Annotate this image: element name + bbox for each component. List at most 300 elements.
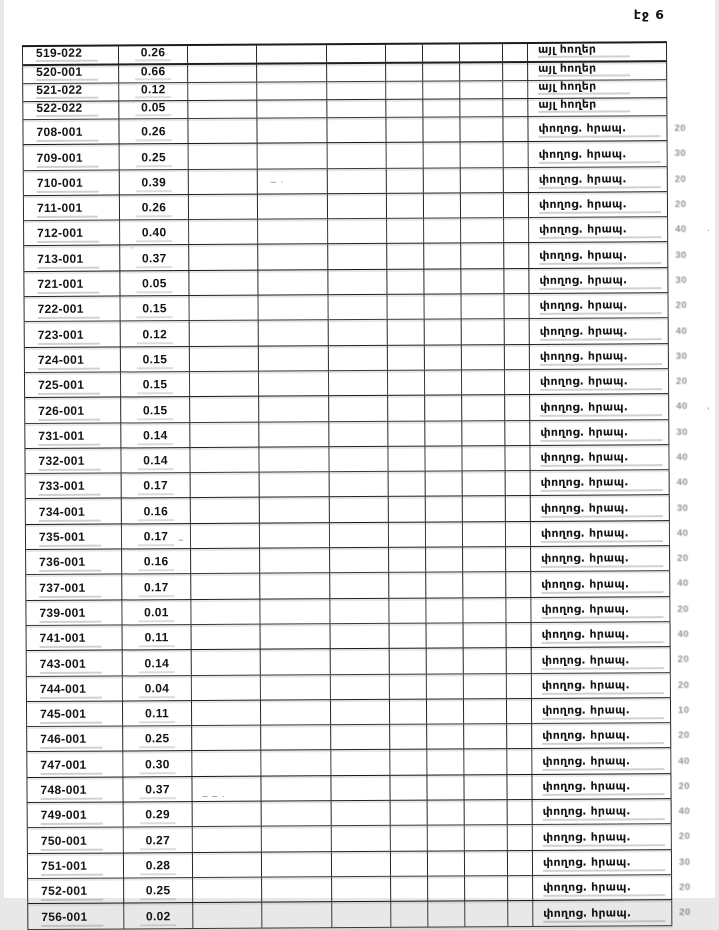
empty-cell [328, 270, 387, 295]
empty-cell [427, 674, 464, 699]
empty-cell [260, 599, 330, 624]
land-use-cell [531, 597, 670, 622]
empty-cell [260, 548, 330, 573]
scan-noise-mark: . [707, 222, 711, 233]
empty-cell [463, 598, 506, 623]
area-value-cell [121, 372, 190, 397]
empty-cell [460, 63, 503, 80]
empty-cell [425, 370, 462, 395]
land-use-cell [530, 394, 669, 419]
area-value: 0.26 [135, 46, 172, 61]
empty-cell [258, 270, 328, 295]
parcel-code: 721-001 [37, 278, 99, 294]
empty-cell [426, 522, 463, 547]
area-value-cell [121, 347, 190, 372]
parcel-code-cell [24, 221, 120, 246]
parcel-code-cell [28, 828, 124, 853]
parcel-code-cell [24, 195, 120, 220]
empty-cell [508, 901, 533, 925]
empty-cell [257, 118, 327, 143]
parcel-code-cell [27, 651, 123, 676]
parcel-code-cell [27, 701, 123, 726]
empty-cell [390, 725, 427, 750]
empty-cell [507, 648, 532, 672]
area-value: 0.28 [140, 859, 177, 875]
empty-cell [426, 497, 463, 522]
empty-cell [465, 851, 508, 876]
empty-cell [328, 194, 387, 219]
land-use-label: փողոց. հրապ. [542, 704, 664, 720]
area-value: 0.17 [138, 530, 175, 546]
table-row [26, 470, 689, 499]
area-value-cell [122, 499, 191, 524]
empty-cell [424, 269, 461, 294]
area-value-cell [124, 802, 193, 827]
parcel-code: 520-001 [36, 66, 98, 81]
land-use-cell [530, 369, 669, 394]
scan-sheet [4, 0, 719, 924]
empty-cell [259, 447, 329, 472]
scan-noise-mark: ~ [177, 535, 185, 546]
table-row [25, 420, 688, 449]
empty-cell [428, 826, 465, 851]
empty-cell [259, 371, 329, 396]
empty-cell [386, 64, 423, 81]
empty-cell [330, 497, 389, 522]
empty-cell [461, 269, 504, 294]
scan-noise-mark: ’ [707, 405, 711, 416]
empty-cell [257, 45, 327, 62]
empty-cell [427, 699, 464, 724]
land-use-cell [533, 900, 672, 925]
empty-cell [423, 99, 460, 116]
empty-cell [330, 472, 389, 497]
land-use-cell [531, 496, 670, 521]
margin-mark-number: 20 [677, 603, 690, 615]
page-number-label: էջ 6 [633, 7, 665, 22]
empty-cell [426, 598, 463, 623]
empty-cell [428, 851, 465, 876]
parcel-code-cell [24, 246, 120, 271]
empty-cell [386, 45, 423, 62]
empty-cell [193, 802, 262, 827]
empty-cell [261, 751, 331, 776]
empty-cell [425, 345, 462, 370]
empty-cell [462, 395, 505, 420]
empty-cell [327, 45, 386, 62]
margin-mark-number: 40 [676, 527, 689, 539]
margin-mark-number: 40 [678, 755, 690, 767]
empty-cell [507, 775, 532, 799]
empty-cell [188, 65, 257, 82]
parcel-code: 726-001 [38, 404, 100, 420]
parcel-code-cell [25, 398, 121, 423]
margin-mark-number: 40 [677, 629, 690, 641]
area-value: 0.37 [136, 252, 173, 268]
land-use-label: փողոց. հրապ. [539, 249, 661, 265]
area-value-cell [121, 321, 190, 346]
land-use-cell [529, 141, 668, 166]
parcel-code-cell [25, 347, 121, 372]
empty-cell [192, 675, 261, 700]
margin-mark-number: 10 [678, 704, 690, 716]
land-use-cell [530, 293, 669, 318]
margin-mark-number: 40 [678, 806, 691, 818]
area-value-cell [119, 119, 188, 144]
empty-cell [462, 320, 505, 345]
empty-cell [188, 119, 257, 144]
empty-cell [463, 471, 506, 496]
area-value-cell [121, 448, 190, 473]
land-use-label: փողոց. հրապ. [542, 730, 664, 746]
table-row [26, 597, 690, 626]
area-value-cell [119, 46, 188, 63]
empty-cell [390, 775, 427, 800]
table-row [26, 571, 689, 600]
empty-cell [391, 801, 428, 826]
area-value: 0.26 [135, 125, 172, 141]
empty-cell [428, 800, 465, 825]
parcel-code: 724-001 [38, 354, 100, 370]
empty-cell [460, 99, 503, 116]
land-use-cell [531, 546, 670, 571]
land-use-cell [530, 420, 669, 445]
empty-cell [464, 775, 507, 800]
parcel-code: 722-001 [38, 303, 100, 319]
parcel-code: 739-001 [39, 607, 101, 623]
empty-cell [462, 421, 505, 446]
empty-cell [262, 801, 332, 826]
empty-cell [427, 623, 464, 648]
land-use-cell [532, 622, 671, 647]
empty-cell [506, 572, 531, 596]
empty-cell [460, 117, 503, 142]
margin-mark-number: 30 [674, 148, 687, 160]
area-value-cell [123, 650, 192, 675]
empty-cell [192, 700, 261, 725]
empty-cell [329, 421, 388, 446]
margin-mark-number: 40 [677, 578, 689, 590]
empty-cell [388, 421, 425, 446]
parcel-code-cell [24, 170, 120, 195]
table-row [28, 824, 691, 853]
land-use-label: փողոց. հրապ. [539, 173, 661, 189]
empty-cell [331, 700, 390, 725]
empty-cell [504, 243, 529, 267]
empty-cell [330, 523, 389, 548]
empty-cell [327, 82, 386, 99]
empty-cell [390, 674, 427, 699]
empty-cell [191, 599, 260, 624]
empty-cell [193, 878, 262, 903]
empty-cell [191, 549, 260, 574]
parcel-code-cell [28, 802, 124, 827]
empty-cell [329, 320, 388, 345]
margin-mark-number: 40 [675, 325, 688, 337]
empty-cell [190, 321, 259, 346]
margin-mark-number: 20 [679, 881, 691, 894]
parcel-code-cell [24, 271, 120, 296]
land-use-label: փողոց. հրապ. [541, 578, 663, 594]
empty-cell [503, 44, 528, 61]
empty-cell [506, 547, 531, 571]
area-value: 0.11 [139, 707, 175, 723]
area-value: 0.66 [135, 65, 172, 80]
table-row [24, 141, 687, 170]
empty-cell [262, 827, 332, 852]
empty-cell [191, 473, 260, 498]
margin-mark-number: 30 [675, 274, 688, 286]
empty-cell [260, 523, 330, 548]
empty-cell [391, 877, 428, 902]
parcel-code: 725-001 [38, 379, 100, 395]
empty-cell [424, 219, 461, 244]
area-value-cell [120, 144, 189, 169]
empty-cell [330, 573, 389, 598]
area-value: 0.26 [136, 201, 173, 217]
area-value-cell [123, 777, 192, 802]
area-value: 0.14 [137, 454, 174, 470]
empty-cell [258, 219, 328, 244]
land-use-label: փողոց. հրապ. [542, 755, 664, 771]
empty-cell [258, 144, 328, 169]
land-use-label: փողոց. հրապ. [540, 401, 662, 417]
margin-mark-number: 20 [674, 198, 687, 211]
area-value: 0.12 [136, 328, 173, 344]
empty-cell [193, 903, 262, 928]
empty-cell [332, 851, 391, 876]
empty-cell [257, 82, 327, 99]
empty-cell [428, 902, 465, 927]
parcel-code-cell [25, 297, 121, 322]
empty-cell [390, 699, 427, 724]
empty-cell [423, 81, 460, 98]
table-row [28, 850, 691, 879]
empty-cell [331, 624, 390, 649]
land-use-label: փողոց. հրապ. [542, 780, 664, 796]
empty-cell [391, 851, 428, 876]
table-row [27, 698, 690, 727]
area-value: 0.12 [135, 83, 172, 98]
area-value-cell [120, 170, 189, 195]
empty-cell [191, 523, 260, 548]
empty-cell [330, 598, 389, 623]
area-value-cell [123, 676, 192, 701]
empty-cell [504, 269, 529, 293]
empty-cell [190, 296, 259, 321]
parcel-code: 713-001 [37, 252, 99, 268]
land-use-label: փողոց. հրապ. [540, 325, 662, 341]
empty-cell [507, 749, 532, 773]
area-value-cell [121, 296, 190, 321]
empty-cell [460, 44, 503, 61]
scan-noise-mark: – · [270, 176, 285, 187]
empty-cell [389, 472, 426, 497]
margin-mark-number: 40 [676, 401, 688, 413]
empty-cell [388, 320, 425, 345]
parcel-code: 743-001 [40, 657, 102, 673]
parcel-code-cell [27, 727, 123, 752]
empty-cell [506, 522, 531, 546]
empty-cell [464, 750, 507, 775]
empty-cell [463, 497, 506, 522]
empty-cell [192, 650, 261, 675]
table-row [25, 445, 689, 474]
empty-cell [423, 63, 460, 80]
parcel-code: 741-001 [40, 632, 102, 648]
empty-cell [332, 826, 391, 851]
margin-mark-number: 20 [675, 300, 688, 312]
empty-cell [189, 195, 258, 220]
area-value-cell [121, 423, 190, 448]
parcel-code: 749-001 [41, 809, 103, 825]
table-row [27, 647, 690, 676]
empty-cell [188, 101, 257, 118]
empty-cell [259, 321, 329, 346]
land-use-label: փողոց. հրապ. [541, 553, 663, 569]
parcel-code: 737-001 [39, 581, 101, 597]
parcel-code: 735-001 [39, 531, 101, 547]
parcel-code: 750-001 [41, 834, 103, 850]
empty-cell [506, 598, 531, 622]
empty-cell [505, 345, 530, 369]
empty-cell [327, 64, 386, 81]
land-use-label: այլ հողեր [538, 80, 630, 95]
empty-cell [332, 801, 391, 826]
margin-mark-number: 30 [675, 249, 687, 261]
parcel-code-cell [26, 524, 122, 549]
area-value: 0.16 [138, 505, 175, 521]
empty-cell [391, 826, 428, 851]
margin-mark-number: 40 [676, 451, 689, 464]
empty-cell [386, 100, 423, 117]
parcel-code-cell [28, 878, 124, 903]
land-use-cell [529, 167, 668, 192]
empty-cell [387, 194, 424, 219]
table-row [24, 268, 688, 297]
margin-mark-number: 20 [678, 730, 690, 742]
margin-mark-number: 20 [674, 173, 687, 185]
empty-cell [387, 143, 424, 168]
empty-cell [423, 44, 460, 61]
parcel-code: 709-001 [37, 151, 99, 167]
empty-cell [260, 498, 330, 523]
margin-mark-number: 20 [679, 907, 691, 919]
table-row [28, 799, 691, 828]
area-value-cell [122, 574, 191, 599]
parcel-code: 748-001 [40, 784, 102, 800]
area-value: 0.11 [139, 631, 175, 647]
empty-cell [505, 421, 530, 445]
land-use-cell [532, 647, 671, 672]
empty-cell [388, 396, 425, 421]
empty-cell [464, 623, 507, 648]
empty-cell [463, 547, 506, 572]
empty-cell [508, 876, 533, 900]
area-value: 0.25 [139, 733, 176, 749]
empty-cell [192, 726, 261, 751]
empty-cell [427, 750, 464, 775]
land-use-label: փողոց. հրապ. [539, 224, 661, 240]
empty-cell [261, 649, 331, 674]
land-use-label: այլ հողեր [538, 62, 630, 77]
empty-cell [504, 142, 529, 166]
empty-cell [464, 699, 507, 724]
land-use-cell [532, 698, 671, 723]
land-use-label: փողոց. հրապ. [540, 451, 662, 467]
parcel-code-cell [25, 423, 121, 448]
empty-cell [389, 522, 426, 547]
parcel-code-cell [24, 145, 120, 170]
parcel-code: 723-001 [38, 328, 100, 344]
empty-cell [426, 573, 463, 598]
empty-cell [328, 168, 387, 193]
table-row [24, 243, 687, 272]
area-value-cell [122, 600, 191, 625]
margin-mark-number: 30 [676, 502, 689, 514]
area-value: 0.05 [136, 277, 173, 293]
land-use-label: փողոց. հրապ. [540, 350, 662, 366]
empty-cell [391, 902, 428, 927]
parcel-code: 521-022 [36, 84, 98, 99]
land-use-cell [528, 116, 667, 141]
area-value: 0.27 [140, 834, 177, 850]
table-row [27, 774, 691, 803]
empty-cell [504, 168, 529, 192]
land-use-label: փողոց. հրապ. [541, 477, 663, 493]
margin-mark-number: 30 [675, 350, 688, 362]
empty-cell [261, 675, 331, 700]
area-value-cell [124, 827, 193, 852]
empty-cell [261, 700, 331, 725]
empty-cell [331, 750, 390, 775]
empty-cell [330, 548, 389, 573]
empty-cell [463, 522, 506, 547]
empty-cell [387, 244, 424, 269]
land-use-label: այլ հողեր [538, 98, 630, 113]
empty-cell [460, 81, 503, 98]
empty-cell [388, 295, 425, 320]
empty-cell [461, 142, 504, 167]
parcel-code-cell [25, 372, 121, 397]
parcel-code: 522-022 [36, 102, 98, 117]
parcel-code: 708-001 [36, 126, 98, 142]
empty-cell [424, 143, 461, 168]
empty-cell [506, 496, 531, 520]
empty-cell [188, 46, 257, 63]
area-value: 0.05 [135, 101, 172, 116]
margin-mark-number: 40 [675, 224, 687, 236]
empty-cell [189, 144, 258, 169]
table-row [26, 521, 689, 550]
empty-cell [390, 750, 427, 775]
land-use-label: փողոց. հրապ. [541, 527, 663, 543]
land-use-cell [533, 875, 672, 900]
land-use-cell [530, 344, 669, 369]
empty-cell [328, 244, 387, 269]
area-value-cell [119, 83, 188, 100]
empty-cell [425, 320, 462, 345]
empty-cell [386, 82, 423, 99]
empty-cell [388, 446, 425, 471]
empty-cell [426, 472, 463, 497]
table-row [26, 496, 689, 525]
land-use-cell [530, 319, 669, 344]
empty-cell [505, 319, 530, 343]
empty-cell [425, 446, 462, 471]
land-use-cell [531, 470, 670, 495]
empty-cell [508, 800, 533, 824]
